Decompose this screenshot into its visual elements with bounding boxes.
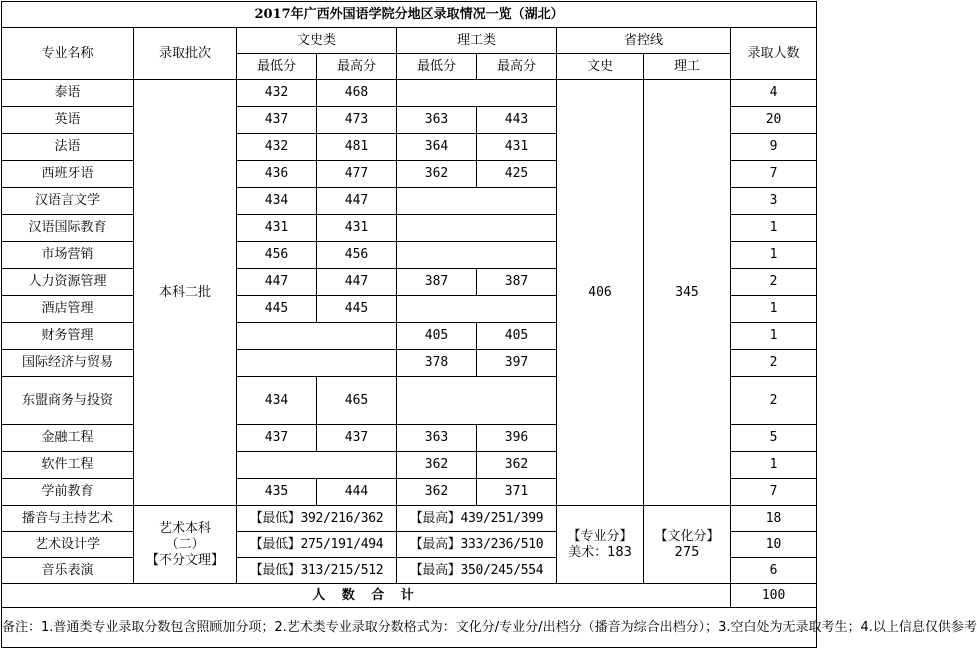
- admission-table: [1, 1, 977, 648]
- wenshi-max-score: 444: [317, 479, 397, 506]
- ligong-empty: [397, 296, 557, 323]
- wenshi-empty: [237, 323, 397, 350]
- ligong-empty: [397, 242, 557, 269]
- ligong-min-score: 362: [397, 479, 477, 506]
- wenshi-max-score: 473: [317, 107, 397, 134]
- ligong-min-score: 363: [397, 425, 477, 452]
- admit-count: 1: [731, 323, 817, 350]
- admit-count: 1: [731, 215, 817, 242]
- wenshi-min-score: 435: [237, 479, 317, 506]
- major-name: 酒店管理: [2, 296, 134, 323]
- art-low-scores: 【最低】392/216/362: [237, 506, 397, 532]
- major-name: 东盟商务与投资: [2, 377, 134, 425]
- admit-count: 10: [731, 532, 817, 558]
- ligong-empty: [397, 377, 557, 425]
- header-ligong-min: 最低分: [397, 54, 477, 80]
- ligong-empty: [397, 80, 557, 107]
- header-wenshi-max: 最高分: [317, 54, 397, 80]
- ligong-max-score: 371: [477, 479, 557, 506]
- header-wenshi: 文史类: [237, 28, 397, 54]
- major-name: 英语: [2, 107, 134, 134]
- admit-count: 7: [731, 479, 817, 506]
- ligong-min-score: 405: [397, 323, 477, 350]
- header-control-wen: 文史: [557, 54, 644, 80]
- ligong-min-score: 363: [397, 107, 477, 134]
- major-name: 人力资源管理: [2, 269, 134, 296]
- wenshi-min-score: 432: [237, 80, 317, 107]
- header-control-li: 理工: [644, 54, 731, 80]
- wenshi-min-score: 431: [237, 215, 317, 242]
- wenshi-max-score: 437: [317, 425, 397, 452]
- batch-art-line: （二）: [165, 536, 205, 552]
- ligong-max-score: 387: [477, 269, 557, 296]
- footnote: 备注：1.普通类专业录取分数包含照顾加分项；2.艺术类专业录取分数格式为：文化分/专业分/出档分（播音为综合出档分）；3.空白处为无录取考生；4.以上信息仅供参考: [2, 608, 817, 648]
- major-name: 金融工程: [2, 425, 134, 452]
- art-control-li-line: 【文化分】: [654, 528, 720, 544]
- wenshi-max-score: 445: [317, 296, 397, 323]
- major-name: 艺术设计学: [2, 532, 134, 558]
- batch-art-line: 艺术本科: [158, 520, 211, 536]
- art-control-wen-line: 【专业分】: [567, 528, 633, 544]
- admit-count: 9: [731, 134, 817, 161]
- ligong-max-score: 431: [477, 134, 557, 161]
- ligong-empty: [397, 188, 557, 215]
- wenshi-empty: [237, 350, 397, 377]
- control-line-wen: 406: [557, 80, 644, 506]
- admit-count: 1: [731, 242, 817, 269]
- admit-count: 4: [731, 80, 817, 107]
- ligong-max-score: 397: [477, 350, 557, 377]
- admit-count: 7: [731, 161, 817, 188]
- major-name: 软件工程: [2, 452, 134, 479]
- ligong-max-score: 396: [477, 425, 557, 452]
- wenshi-min-score: 456: [237, 242, 317, 269]
- admit-count: 5: [731, 425, 817, 452]
- batch-art: [134, 506, 237, 584]
- wenshi-min-score: 432: [237, 134, 317, 161]
- ligong-min-score: 387: [397, 269, 477, 296]
- major-name: 汉语言文学: [2, 188, 134, 215]
- ligong-max-score: 362: [477, 452, 557, 479]
- art-high-scores: 【最高】439/251/399: [397, 506, 557, 532]
- art-control-li-line: 275: [674, 544, 700, 560]
- wenshi-max-score: 477: [317, 161, 397, 188]
- header-count: 录取人数: [731, 28, 817, 80]
- total-label: 人 数 合 计: [2, 584, 731, 608]
- art-control-wen-line: 美术：183: [568, 544, 632, 560]
- wenshi-min-score: 445: [237, 296, 317, 323]
- table-row: [2, 80, 817, 107]
- ligong-max-score: 425: [477, 161, 557, 188]
- major-name: 音乐表演: [2, 558, 134, 584]
- art-high-scores: 【最高】350/245/554: [397, 558, 557, 584]
- header-wenshi-min: 最低分: [237, 54, 317, 80]
- batch-regular: 本科二批: [134, 80, 237, 506]
- ligong-max-score: 443: [477, 107, 557, 134]
- art-high-scores: 【最高】333/236/510: [397, 532, 557, 558]
- wenshi-min-score: 447: [237, 269, 317, 296]
- admit-count: 6: [731, 558, 817, 584]
- admit-count: 1: [731, 296, 817, 323]
- admit-count: 2: [731, 269, 817, 296]
- art-control-wen: [557, 506, 644, 584]
- art-low-scores: 【最低】313/215/512: [237, 558, 397, 584]
- admit-count: 2: [731, 350, 817, 377]
- major-name: 市场营销: [2, 242, 134, 269]
- wenshi-max-score: 481: [317, 134, 397, 161]
- admit-count: 2: [731, 377, 817, 425]
- header-ligong-max: 最高分: [477, 54, 557, 80]
- wenshi-max-score: 465: [317, 377, 397, 425]
- admit-count: 1: [731, 452, 817, 479]
- table-row-art: [2, 506, 817, 532]
- major-name: 财务管理: [2, 323, 134, 350]
- header-control-line: 省控线: [557, 28, 731, 54]
- major-name: 法语: [2, 134, 134, 161]
- major-name: 播音与主持艺术: [2, 506, 134, 532]
- wenshi-min-score: 437: [237, 107, 317, 134]
- major-name: 泰语: [2, 80, 134, 107]
- ligong-max-score: 405: [477, 323, 557, 350]
- wenshi-max-score: 447: [317, 188, 397, 215]
- wenshi-max-score: 468: [317, 80, 397, 107]
- ligong-min-score: 362: [397, 161, 477, 188]
- admit-count: 20: [731, 107, 817, 134]
- header-ligong: 理工类: [397, 28, 557, 54]
- major-name: 学前教育: [2, 479, 134, 506]
- note-row: [2, 608, 817, 648]
- total-value: 100: [731, 584, 817, 608]
- ligong-min-score: 362: [397, 452, 477, 479]
- ligong-min-score: 378: [397, 350, 477, 377]
- header-batch: 录取批次: [134, 28, 237, 80]
- art-control-li: [644, 506, 731, 584]
- batch-art-line: 【不分文理】: [145, 552, 224, 568]
- wenshi-min-score: 436: [237, 161, 317, 188]
- admit-count: 18: [731, 506, 817, 532]
- major-name: 国际经济与贸易: [2, 350, 134, 377]
- wenshi-max-score: 431: [317, 215, 397, 242]
- header-major: 专业名称: [2, 28, 134, 80]
- ligong-min-score: 364: [397, 134, 477, 161]
- art-low-scores: 【最低】275/191/494: [237, 532, 397, 558]
- ligong-empty: [397, 215, 557, 242]
- wenshi-max-score: 447: [317, 269, 397, 296]
- wenshi-min-score: 434: [237, 377, 317, 425]
- major-name: 汉语国际教育: [2, 215, 134, 242]
- total-row: [2, 584, 817, 608]
- wenshi-min-score: 434: [237, 188, 317, 215]
- wenshi-empty: [237, 452, 397, 479]
- major-name: 西班牙语: [2, 161, 134, 188]
- page-title: 2017年广西外国语学院分地区录取情况一览（湖北）: [2, 2, 817, 28]
- wenshi-max-score: 456: [317, 242, 397, 269]
- admit-count: 3: [731, 188, 817, 215]
- control-line-li: 345: [644, 80, 731, 506]
- wenshi-min-score: 437: [237, 425, 317, 452]
